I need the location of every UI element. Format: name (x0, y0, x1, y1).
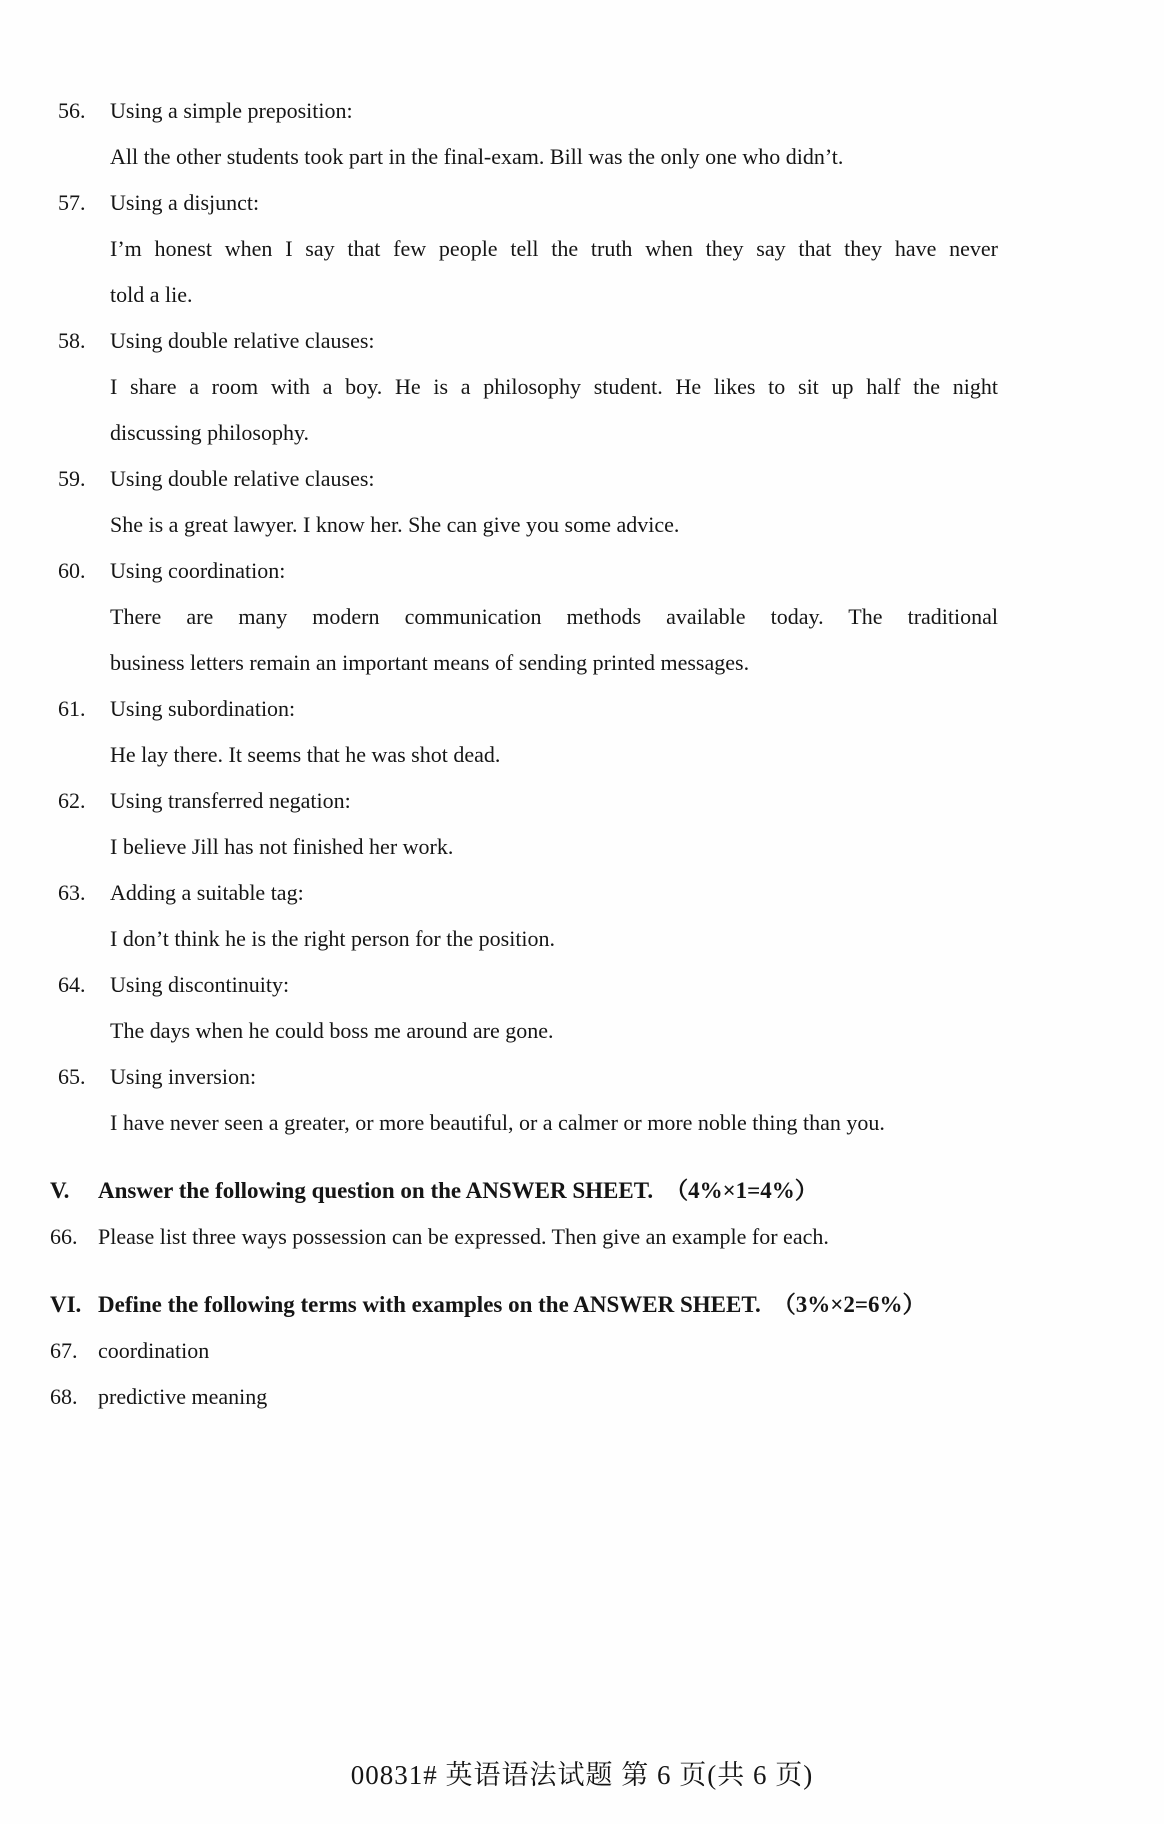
item-number: 62. (58, 788, 86, 813)
item-number: 63. (58, 880, 86, 905)
section-score: （3%×2=6%） (772, 1292, 926, 1317)
question-item-65 (58, 1054, 1104, 1146)
item-label: Using inversion: (110, 1064, 257, 1089)
item-label: Using double relative clauses: (110, 328, 375, 353)
question-item-64 (58, 962, 1104, 1054)
item-label: Using transferred negation: (110, 788, 351, 813)
example-sentence: I don’t think he is the right person for the position. (110, 926, 556, 951)
section-title-text: Define the following terms with examples on the ANSWER SHEET. (98, 1292, 761, 1317)
question-item-61 (58, 686, 1104, 778)
item-number: 61. (58, 696, 86, 721)
question-text: predictive meaning (98, 1384, 268, 1409)
item-number: 59. (58, 466, 86, 491)
example-sentence: She is a great lawyer. I know her. She can give you some advice. (110, 512, 680, 537)
example-sentence: I share a room with a boy. He is a philosophy student. He likes to sit up half the night (110, 374, 998, 399)
question-item-57 (58, 180, 1104, 318)
item-label: Using discontinuity: (110, 972, 290, 997)
question-item-66 (50, 1214, 1104, 1260)
example-sentence: I have never seen a greater, or more beautiful, or a calmer or more noble thing than you. (110, 1110, 885, 1135)
item-number: 64. (58, 972, 86, 997)
item-number: 58. (58, 328, 86, 353)
question-item-62 (58, 778, 1104, 870)
question-item-58 (58, 318, 1104, 456)
item-number: 57. (58, 190, 86, 215)
page-footer: 00831# 英语语法试题 第 6 页(共 6 页) (350, 1760, 814, 1790)
question-item-56 (58, 88, 1104, 180)
section-title (98, 1168, 818, 1214)
question-item-63 (58, 870, 1104, 962)
item-number: 66. (50, 1224, 78, 1249)
item-label: Adding a suitable tag: (110, 880, 304, 905)
example-sentence: told a lie. (110, 282, 193, 307)
section-number: VI. (50, 1292, 82, 1317)
question-text: coordination (98, 1338, 210, 1363)
example-sentence: There are many modern communication methods available today. The traditional (110, 604, 998, 629)
item-label: Using double relative clauses: (110, 466, 375, 491)
section-heading-vi (50, 1282, 1104, 1328)
question-item-60 (58, 548, 1104, 686)
example-sentence: business letters remain an important means of sending printed messages. (110, 650, 750, 675)
section-title (98, 1282, 925, 1328)
item-label: Using coordination: (110, 558, 286, 583)
item-number: 68. (50, 1384, 78, 1409)
item-number: 65. (58, 1064, 86, 1089)
item-number: 67. (50, 1338, 78, 1363)
example-sentence: All the other students took part in the final-exam. Bill was the only one who didn’t. (110, 144, 844, 169)
example-sentence: discussing philosophy. (110, 420, 310, 445)
question-item-68 (50, 1374, 1104, 1420)
example-sentence: The days when he could boss me around are gone. (110, 1018, 554, 1043)
item-number: 60. (58, 558, 86, 583)
question-item-59 (58, 456, 1104, 548)
item-label: Using a disjunct: (110, 190, 260, 215)
item-number: 56. (58, 98, 86, 123)
section-number: V. (50, 1178, 70, 1203)
example-sentence: He lay there. It seems that he was shot dead. (110, 742, 501, 767)
item-label: Using subordination: (110, 696, 296, 721)
example-sentence: I believe Jill has not finished her work. (110, 834, 454, 859)
section-heading-v (50, 1168, 1104, 1214)
section-title-text: Answer the following question on the ANSWER SHEET. (98, 1178, 654, 1203)
item-label: Using a simple preposition: (110, 98, 353, 123)
question-item-67 (50, 1328, 1104, 1374)
example-sentence: I’m honest when I say that few people tell the truth when they say that they have never (110, 236, 998, 261)
question-text: Please list three ways possession can be expressed. Then give an example for each. (98, 1224, 829, 1249)
section-score: （4%×1=4%） (665, 1178, 818, 1203)
